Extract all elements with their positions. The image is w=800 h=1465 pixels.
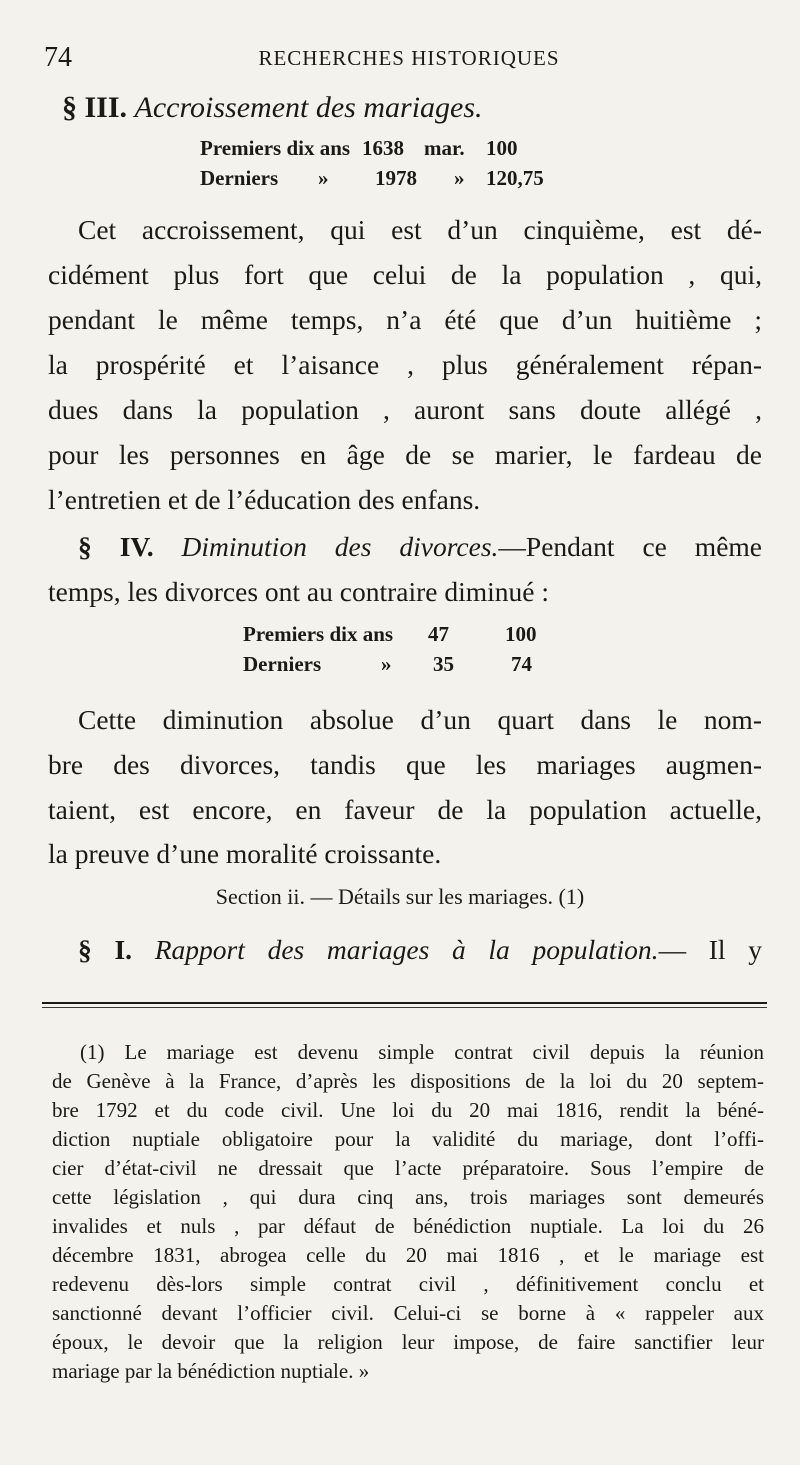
section-1-title: Rapport des mariages à la population. [154, 934, 659, 965]
footnote-line: sanctionné devant l’officier civil. Celui-ci se borne à « rappeler aux [52, 1301, 764, 1325]
paragraph-line: pendant le même temps, n’a été que d’un huitième ; [48, 304, 762, 335]
row-unit: » [454, 166, 465, 190]
row-label: Derniers [200, 166, 279, 190]
section-3-title: Accroissement des mariages. [134, 91, 483, 124]
paragraph-line: pour les personnes en âge de se marier, le fardeau de [48, 439, 762, 470]
row-unit: mar. [424, 136, 465, 160]
page-header [44, 42, 774, 78]
paragraph-line: temps, les divorces ont au contraire diminué : [48, 576, 549, 607]
paragraph-line: Cette diminution absolue d’un quart dans le nom- [78, 704, 762, 735]
paragraph-line: Cet accroissement, qui est d’un cinquième, est dé- [78, 214, 762, 245]
footnote-line: époux, le devoir que la religion leur impose, de faire sanctifier leur [52, 1330, 764, 1354]
row-pct: 74 [511, 652, 532, 676]
section-1-heading [78, 930, 762, 970]
marriages-row-last [200, 166, 560, 196]
divorces-table [243, 622, 563, 682]
footnote-line: invalides et nuls , par défaut de bénédiction nuptiale. La loi du 26 [52, 1214, 764, 1238]
row-pct: 100 [486, 136, 518, 160]
footnote-line: bre 1792 et du code civil. Une loi du 20 mai 1816, rendit la béné- [52, 1098, 764, 1122]
footnote-line: mariage par la bénédiction nuptiale. » [52, 1359, 370, 1383]
page-number: 74 [44, 42, 72, 73]
section-3-number: § III. [62, 91, 128, 124]
footnote-rule-thin [42, 1007, 767, 1008]
paragraph-line: la prospérité et l’aisance , plus généralement répan- [48, 349, 762, 380]
divorces-row-last [243, 652, 563, 682]
row-label: Derniers [243, 652, 322, 676]
section-4-number: § IV. [78, 531, 154, 562]
row-value: 1638 [362, 136, 404, 160]
row-value: 47 [428, 622, 449, 646]
paragraph-line: dues dans la population , auront sans doute allégé , [48, 394, 762, 425]
footnote-line: (1) Le mariage est devenu simple contrat civil depuis la réunion [80, 1040, 764, 1064]
row-value: 35 [433, 652, 454, 676]
paragraph-line: la preuve d’une moralité croissante. [48, 838, 442, 869]
footnote-line: de Genève à la France, d’après les dispositions de la loi du 20 septem- [52, 1069, 764, 1093]
paragraph-line: l’entretien et de l’éducation des enfans. [48, 484, 481, 515]
section-4-title: Diminution des divorces. [181, 531, 499, 562]
section-1-rest: — Il y [658, 934, 762, 965]
row-sep: » [318, 166, 329, 190]
section-4-intro: —Pendant ce même [498, 531, 762, 562]
footnote-line: cier d’état-civil ne dressait que l’acte préparatoire. Sous l’empire de [52, 1156, 764, 1180]
row-pct: 100 [505, 622, 537, 646]
paragraph-line: taient, est encore, en faveur de la population actuelle, [48, 794, 762, 825]
row-sep: » [381, 652, 392, 676]
section-3-heading [62, 88, 776, 128]
row-pct: 120,75 [486, 166, 544, 190]
marriages-table [200, 136, 560, 196]
footnote-line: redevenu dès-lors simple contrat civil , définitivement conclu et [52, 1272, 764, 1296]
paragraph-line: bre des divorces, tandis que les mariages augmen- [48, 749, 762, 780]
running-title: RECHERCHES HISTORIQUES [258, 46, 560, 70]
row-label: Premiers dix ans [200, 136, 351, 160]
divorces-row-first [243, 622, 563, 652]
row-value: 1978 [375, 166, 417, 190]
footnote-line: décembre 1831, abrogea celle du 20 mai 1816 , et le mariage est [52, 1243, 764, 1267]
section-1-number: § I. [78, 934, 133, 965]
marriages-row-first [200, 136, 560, 166]
section-4-heading [78, 527, 762, 567]
row-label: Premiers dix ans [243, 622, 394, 646]
footnote-line: cette législation , qui dura cinq ans, trois mariages sont demeurés [52, 1185, 764, 1209]
paragraph-line: cidément plus fort que celui de la population , qui, [48, 259, 762, 290]
footnote-rule [42, 1002, 767, 1004]
footnote-line: diction nuptiale obligatoire pour la validité du mariage, dont l’offi- [52, 1127, 764, 1151]
section-ii-heading: Section ii. — Détails sur les mariages. (1) [215, 884, 585, 909]
